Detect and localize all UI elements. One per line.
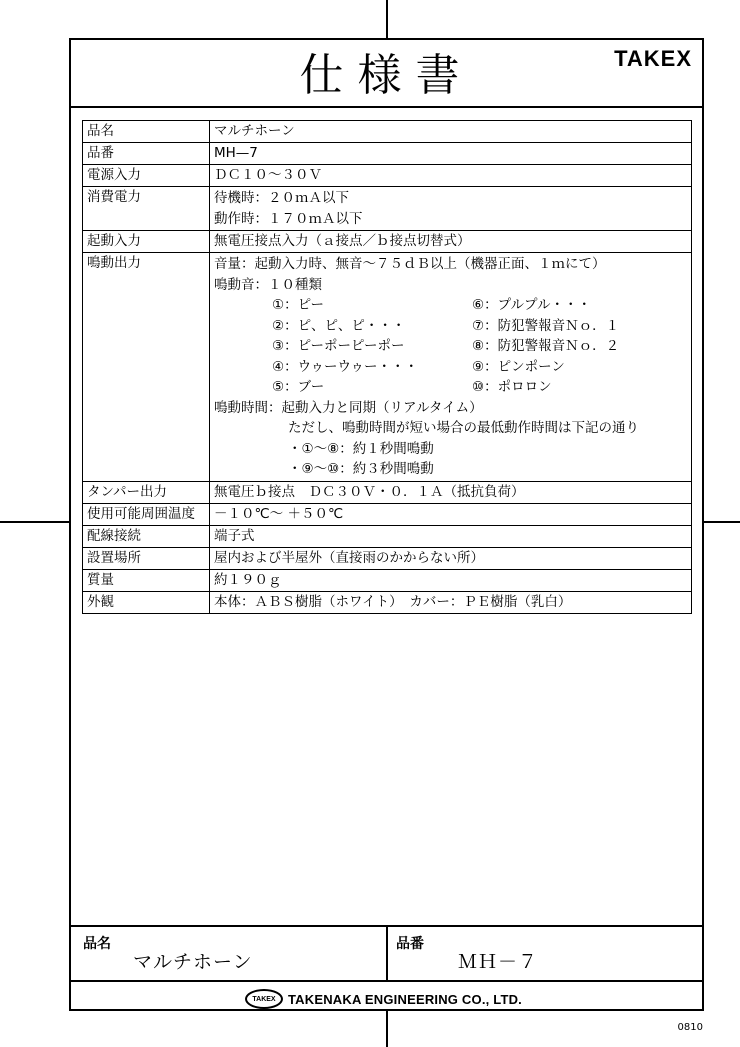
spec-value: 屋内および半屋外（直接雨のかからない所） (210, 547, 692, 569)
document-code: 0810 (677, 1022, 703, 1033)
table-row (83, 547, 692, 569)
title-area (71, 40, 702, 108)
sound-option: ⑥：プルプル・・・ (472, 297, 592, 313)
list-item (214, 377, 687, 398)
footer-block (71, 925, 702, 1011)
sound-option: ⑨：ピンポーン (472, 358, 565, 375)
crop-mark-right (704, 521, 740, 523)
table-row (83, 143, 692, 165)
sound-option: ②：ピ、ピ、ピ・・・ (272, 317, 406, 334)
sound-volume: 音量：起動入力時、無音～７５ｄＢ以上（機器正面、１ｍにて） (214, 256, 606, 272)
list-item (214, 357, 687, 378)
spec-value: MH—7 (210, 143, 692, 165)
table-row (83, 253, 692, 482)
company-mark (245, 987, 522, 1011)
spec-label: 配線接続 (83, 525, 210, 547)
sound-option: ①：ピー (272, 297, 325, 313)
spec-value: 端子式 (210, 525, 692, 547)
list-item (214, 295, 687, 316)
crop-mark-top (386, 0, 388, 38)
spec-label: 質量 (83, 569, 210, 591)
spec-label: 電源入力 (83, 165, 210, 187)
spec-label: 消費電力 (83, 187, 210, 231)
spec-label: 鳴動出力 (83, 253, 210, 482)
spec-value: 約１９０ｇ (210, 569, 692, 591)
active-current: 動作時：１７０ｍＡ以下 (214, 210, 363, 227)
footer-info-row (71, 927, 702, 982)
page-title: 仕様書 (299, 50, 474, 101)
spec-table (82, 120, 692, 614)
brand-logo: TAKEX (614, 46, 692, 71)
crop-mark-left (0, 521, 69, 523)
spec-label: 品名 (83, 121, 210, 143)
sound-option: ⑤：ブー (272, 379, 325, 395)
spec-value (210, 253, 692, 482)
spec-value: －１０℃～ ＋５０℃ (210, 503, 692, 525)
spec-label: タンパー出力 (83, 481, 210, 503)
table-row (83, 121, 692, 143)
spec-sheet-frame (69, 38, 704, 1011)
crop-mark-bottom (386, 1011, 388, 1047)
spec-value: マルチホーン (210, 121, 692, 143)
spec-value (210, 187, 692, 231)
spec-label: 外観 (83, 591, 210, 613)
spec-value: ＤＣ１０～３０Ｖ (210, 165, 692, 187)
spec-label: 設置場所 (83, 547, 210, 569)
table-row (83, 525, 692, 547)
spec-label: 使用可能周囲温度 (83, 503, 210, 525)
table-row (83, 231, 692, 253)
list-item (214, 316, 687, 337)
table-row (83, 569, 692, 591)
table-row (83, 187, 692, 231)
sound-types-title: 鳴動音：１０種類 (214, 276, 322, 293)
sound-time-detail: ・⑨～⑩：約３秒間鳴動 (288, 461, 434, 477)
spec-label: 品番 (83, 143, 210, 165)
spec-value: 無電圧ｂ接点 ＤＣ３０Ｖ・０．１Ａ（抵抗負荷） (210, 481, 692, 503)
standby-current: 待機時：２０ｍＡ以下 (214, 190, 349, 206)
table-row (83, 503, 692, 525)
table-row (83, 481, 692, 503)
sound-option: ⑧：防犯警報音Ｎｏ．２ (472, 338, 620, 354)
sound-time-detail: ・①～⑧：約１秒間鳴動 (288, 440, 434, 457)
takex-oval-logo: TAKEX (245, 989, 283, 1009)
list-item (214, 336, 687, 357)
sound-option: ④：ウゥーウゥー・・・ (272, 358, 419, 375)
sound-time: 鳴動時間：起動入力と同期（リアルタイム） (214, 399, 483, 416)
sound-option: ⑩：ポロロン (472, 379, 552, 395)
table-row (83, 165, 692, 187)
table-row (83, 591, 692, 613)
sound-option: ⑦：防犯警報音Ｎｏ．１ (472, 317, 620, 334)
spec-value: 本体：ＡＢＳ樹脂（ホワイト） カバー：ＰＥ樹脂（乳白） (210, 591, 692, 613)
company-name: TAKENAKA ENGINEERING CO., LTD. (288, 991, 522, 1007)
footer-model-value: ＭＨ－７ (458, 951, 539, 973)
footer-model-label: 品番 (396, 936, 424, 952)
spec-label: 起動入力 (83, 231, 210, 253)
footer-name-value: マルチホーン (133, 951, 253, 973)
sound-time-note: ただし、鳴動時間が短い場合の最低動作時間は下記の通り (288, 420, 639, 436)
footer-name-label: 品名 (83, 936, 111, 952)
spec-value: 無電圧接点入力（ａ接点／ｂ接点切替式） (210, 231, 692, 253)
sound-option: ③：ピーポーピーポー (272, 338, 405, 354)
footer-divider (386, 927, 388, 982)
